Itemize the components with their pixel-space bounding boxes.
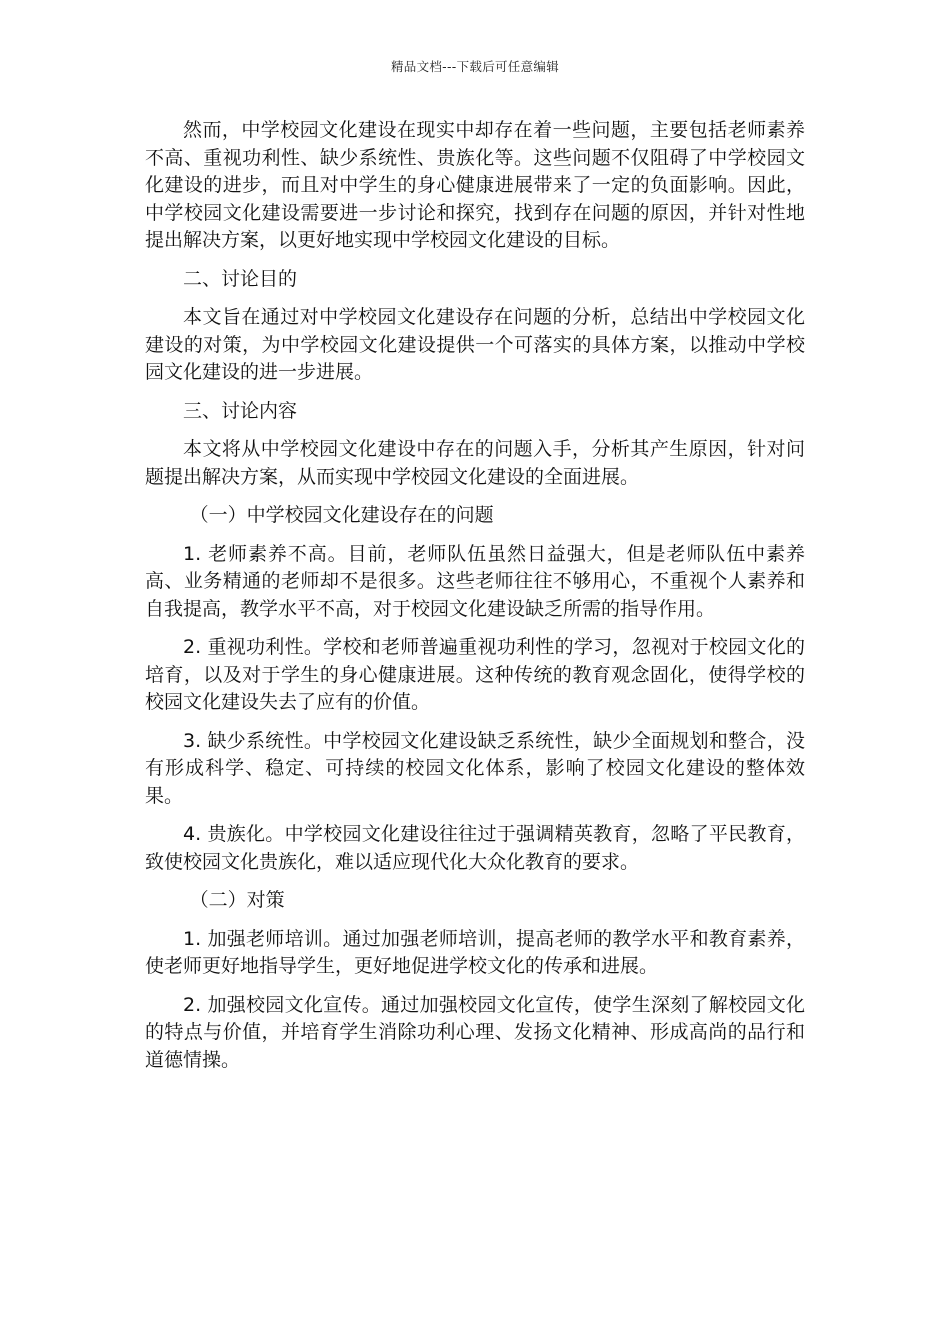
- countermeasure-item-1: 1. 加强老师培训。通过加强老师培训，提高老师的教学水平和教育素养，使老师更好地指导学生，更好地促进学校文化的传承和进展。: [145, 927, 805, 977]
- paragraph-purpose: 本文旨在通过对中学校园文化建设存在问题的分析，总结出中学校园文化建设的对策，为中学校园文化建设提供一个可落实的具体方案，以推动中学校园文化建设的进一步进展。: [145, 306, 805, 383]
- problem-item-2: 2. 重视功利性。学校和老师普遍重视功利性的学习，忽视对于校园文化的培育，以及对于学生的身心健康进展。这种传统的教育观念固化，使得学校的校园文化建设失去了应有的价值。: [145, 636, 805, 713]
- paragraph-intro: 然而，中学校园文化建设在现实中却存在着一些问题，主要包括老师素养不高、重视功利性、缺少系统性、贵族化等。这些问题不仅阻碍了中学校园文化建设的进步，而且对中学生的身心健康进展带来了一定的负面影响。因此，中学校园文化建设需要进一步讨论和探究，找到存在问题的原因，并针对性地提出解决方案，以更好地实现中学校园文化建设的目标。: [145, 119, 805, 251]
- problem-item-3: 3. 缺少系统性。中学校园文化建设缺乏系统性，缺少全面规划和整合，没有形成科学、稳定、可持续的校园文化体系，影响了校园文化建设的整体效果。: [145, 729, 805, 807]
- subsection-heading-problems: （一）中学校园文化建设存在的问题: [189, 504, 494, 526]
- paragraph-content: 本文将从中学校园文化建设中存在的问题入手，分析其产生原因，针对问题提出解决方案，从而实现中学校园文化建设的全面进展。: [145, 438, 805, 488]
- section-heading-content: 三、讨论内容: [183, 399, 298, 422]
- problem-item-4: 4. 贵族化。中学校园文化建设往往过于强调精英教育，忽略了平民教育，致使校园文化贵族化，难以适应现代化大众化教育的要求。: [145, 823, 805, 873]
- section-heading-purpose: 二、讨论目的: [183, 267, 298, 290]
- countermeasure-item-2: 2. 加强校园文化宣传。通过加强校园文化宣传，使学生深刻了解校园文化的特点与价值，并培育学生消除功利心理、发扬文化精神、形成高尚的品行和道德情操。: [145, 993, 805, 1071]
- document-body: [145, 117, 805, 1085]
- problem-item-1: 1. 老师素养不高。目前，老师队伍虽然日益强大，但是老师队伍中素养高、业务精通的老师却不是很多。这些老师往往不够用心，不重视个人素养和自我提高，教学水平不高，对于校园文化建设缺乏所需的指导作用。: [145, 542, 805, 620]
- page-header: 精品文档---下载后可任意编辑: [390, 59, 560, 74]
- subsection-heading-countermeasures: （二）对策: [189, 889, 285, 911]
